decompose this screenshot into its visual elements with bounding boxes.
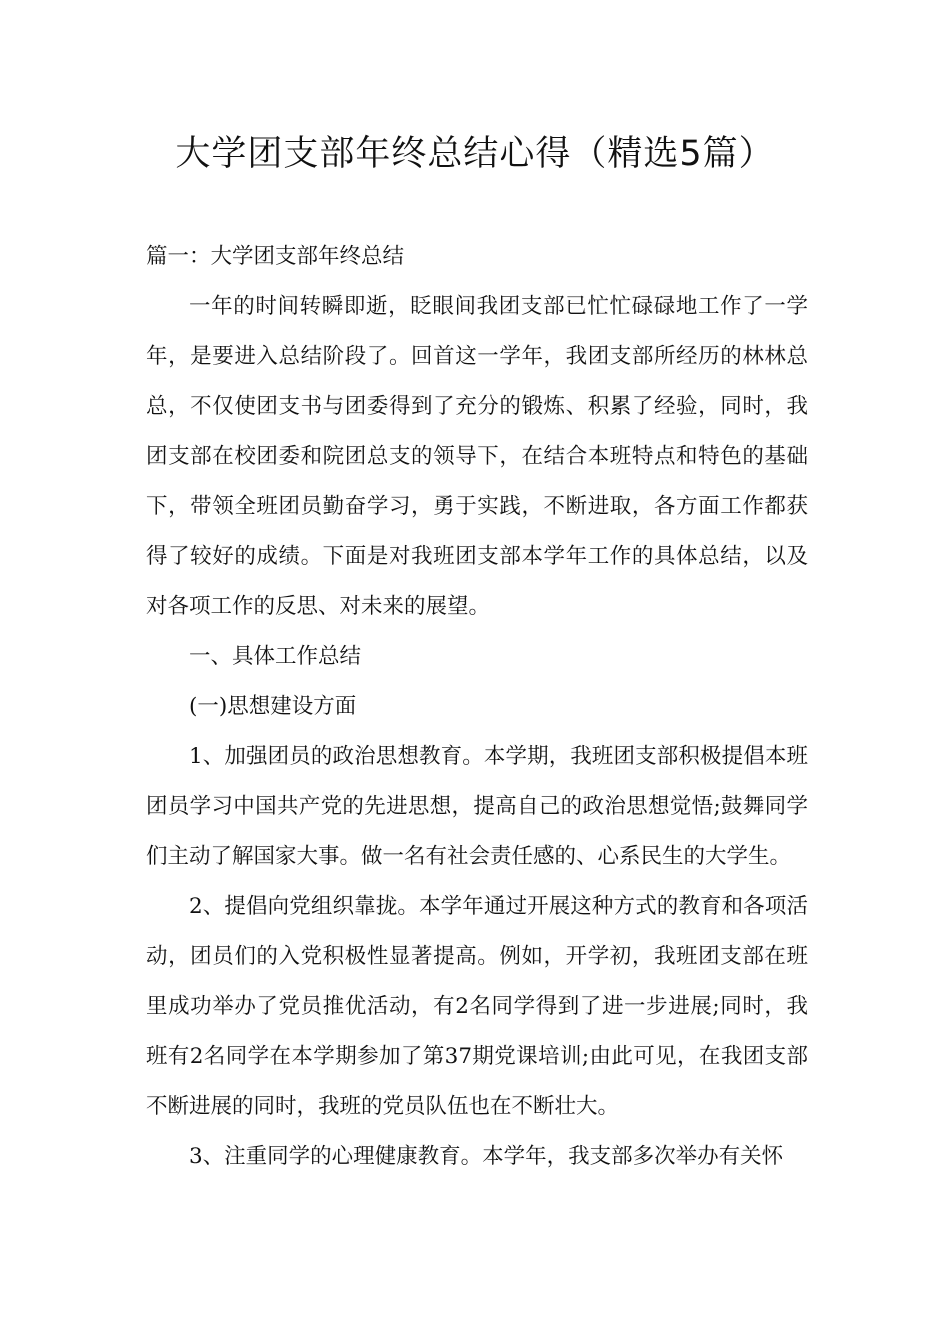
paragraph-intro: 一年的时间转瞬即逝，眨眼间我团支部已忙忙碌碌地工作了一学年，是要进入总结阶段了。回首这一学年，我团支部所经历的林林总总，不仅使团支书与团委得到了充分的锻炼、积累了经验，同时，我团支部在校团委和院团总支的领导下，在结合本班特点和特色的基础下，带领全班团员勤奋学习，勇于实践，不断进取，各方面工作都获得了较好的成绩。下面是对我班团支部本学年工作的具体总结，以及对各项工作的反思、对未来的展望。 — [146, 294, 808, 619]
paragraph-item-3: 3、注重同学的心理健康教育。本学年，我支部多次举办有关怀 — [189, 1144, 784, 1169]
section-heading: 篇一：大学团支部年终总结 — [146, 244, 405, 269]
paragraph-item-2: 2、提倡向党组织靠拢。本学年通过开展这种方式的教育和各项活动，团员们的入党积极性显著提高。例如，开学初，我班团支部在班里成功举办了党员推优活动，有2名同学得到了进一步进展;同时，我班有2名同学在本学期参加了第37期党课培训;由此可见，在我团支部不断进展的同时，我班的党员队伍也在不断壮大。 — [146, 894, 808, 1119]
heading-work-summary: 一、具体工作总结 — [189, 644, 362, 669]
document-title: 大学团支部年终总结心得（精选5篇） — [175, 134, 775, 174]
document-body — [146, 232, 808, 1182]
subheading-ideology: (一)思想建设方面 — [189, 694, 357, 719]
paragraph-item-1: 1、加强团员的政治思想教育。本学期，我班团支部积极提倡本班团员学习中国共产党的先进思想，提高自己的政治思想觉悟;鼓舞同学们主动了解国家大事。做一名有社会责任感的、心系民生的大学生。 — [146, 744, 808, 869]
